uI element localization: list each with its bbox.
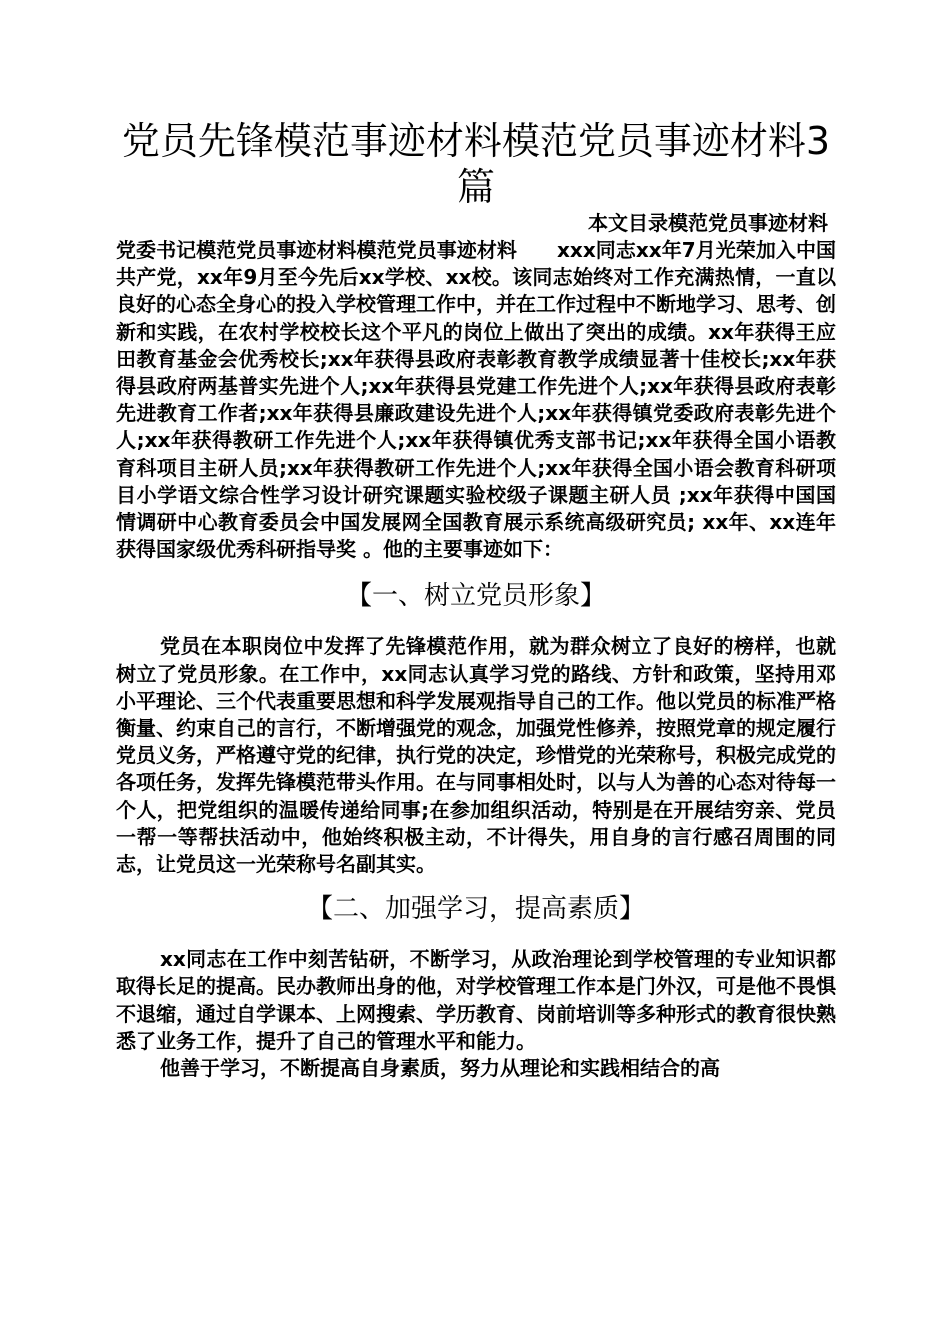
document-title: 党员先锋模范事迹材料模范党员事迹材料3篇 (121, 119, 831, 209)
document-page (116, 118, 836, 1082)
toc-line: 本文目录模范党员事迹材料 (588, 211, 828, 235)
intro-paragraph: 党委书记模范党员事迹材料模范党员事迹材料 xxx同志xx年7月光荣加入中国共产党，xx年9月至今先后xx学校、xx校。该同志始终对工作充满热情，一直以良好的心态全身心的投入学校管理工作中，并在工作过程中不断地学习、思考、创新和实践，在农村学校校长这个平凡的岗位上做出了突出的成绩。xx年获得王应田教育基金会优秀校长;xx年获得县政府表彰教育教学成绩显著十佳校长;xx年获得县政府两基普实先进个人;xx年获得县党建工作先进个人;xx年获得县政府表彰先进教育工作者;xx年获得县廉政建设先进个人;xx年获得镇党委政府表彰先进个人;xx年获得教研工作先进个人;xx年获得镇优秀支部书记;xx年获得全国小语教育科项目主研人员;xx年获得教研工作先进个人;xx年获得全国小语会教育科研项目小学语文综合性学习设计研究课题实验校级子课题主研人员 ;xx年获得中国国情调研中心教育委员会中国发展网全国教育展示系统高级研究员; xx年、xx连年获得国家级优秀科研指导奖 。他的主要事迹如下： (116, 238, 836, 562)
section2-paragraph-2: 他善于学习，不断提高自身素质，努力从理论和实践相结合的高 (160, 1056, 720, 1081)
section2-paragraph-1: xx同志在工作中刻苦钻研，不断学习，从政治理论到学校管理的专业知识都取得长足的提高。民办教师出身的他，对学校管理工作本是门外汉，可是他不畏惧不退缩，通过自学课本、上网搜索、学历教育、岗前培训等多种形式的教育很快熟悉了业务工作，提升了自己的管理水平和能力。 (116, 947, 836, 1053)
section2-heading: 【二、加强学习，提高素质】 (306, 894, 645, 925)
section1-paragraph: 党员在本职岗位中发挥了先锋模范作用，就为群众树立了良好的榜样，也就树立了党员形象。在工作中，xx同志认真学习党的路线、方针和政策，坚持用邓小平理论、三个代表重要思想和科学发展观指导自己的工作。他以党员的标准严格衡量、约束自己的言行，不断增强党的观念，加强党性修养，按照党章的规定履行党员义务，严格遵守党的纪律，执行党的决定，珍惜党的光荣称号，积极完成党的各项任务，发挥先锋模范带头作用。在与同事相处时，以与人为善的心态对待每一个人，把党组织的温暖传递给同事;在参加组织活动，特别是在开展结穷亲、党员一帮一等帮扶活动中，他始终积极主动，不计得失，用自身的言行感召周围的同志，让党员这一光荣称号名副其实。 (116, 634, 836, 877)
section1-heading: 【一、树立党员形象】 (345, 581, 606, 612)
